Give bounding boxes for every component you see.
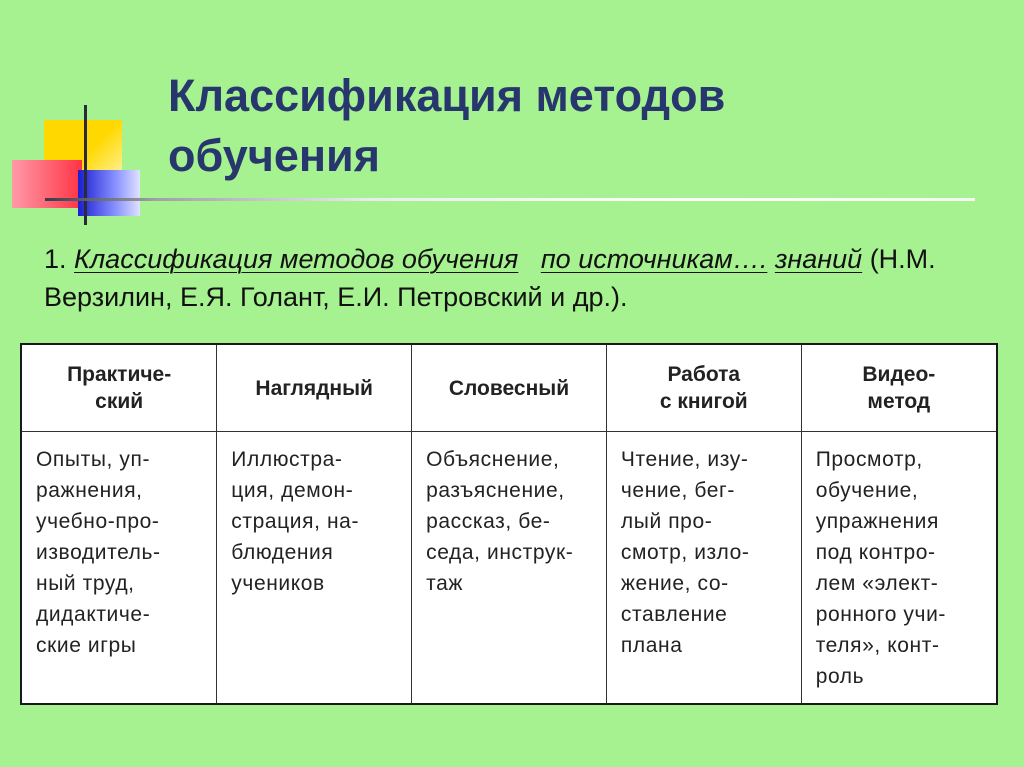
cell-line: седа, инструк- [426,541,574,564]
cell-line: Объяснение, [426,448,560,471]
slide-title [168,66,725,186]
cell-line: дидактиче- [36,603,151,626]
cell-line: чение, бег- [620,479,735,502]
header-book-work [606,345,801,432]
header-text: Видео- [862,363,936,386]
cell-line: обучение, [815,479,919,502]
slide-title-line-1: Классификация методов [168,70,726,121]
cell-line: смотр, изло- [620,541,750,564]
table-row [22,432,996,704]
table-header-row [22,345,996,432]
cell-line: ция, демон- [231,479,354,502]
header-text: Практиче- [67,363,172,386]
cell-line: ражнения, [36,479,143,502]
cell-line: страция, на- [231,510,360,533]
header-text: Наглядный [255,376,373,400]
subtitle-by-sources: по источникам…. [540,244,768,274]
subtitle-classification: Классификация методов обучения [74,244,519,274]
decor-vertical-line [84,105,87,225]
header-text: ский [95,390,144,413]
header-text: Словесный [448,376,570,400]
cell-line: рассказ, бе- [426,510,551,533]
cell-line: учеников [231,572,325,595]
cell-book-work [606,432,801,704]
subtitle-authors: (Н.М. Верзилин, Е.Я. Голант, Е.И. Петровский и др.). [44,244,936,312]
cell-line: изводитель- [36,541,161,564]
methods-table [20,343,998,705]
subtitle-number: 1. [44,244,67,274]
header-text: с книгой [659,390,748,413]
cell-line: блюдения [231,541,334,564]
cell-line: упражнения [815,510,939,533]
header-visual [217,345,412,432]
header-practical [22,345,217,432]
cell-line: роль [815,665,865,688]
header-text: Работа [667,363,741,386]
cell-line: жение, со- [620,572,729,595]
cell-video-method [801,432,996,704]
subtitle-knowledge: знаний [774,244,863,274]
slide-subtitle [44,240,1014,316]
cell-line: плана [620,634,683,657]
cell-line: разъяснение, [426,479,565,502]
cell-line: ские игры [36,634,137,657]
cell-line: лем «элект- [815,572,939,595]
slide-title-line-2: обучения [168,130,380,181]
cell-line: ный труд, [36,572,135,595]
cell-visual [217,432,412,704]
cell-line: теля», конт- [815,634,940,657]
header-verbal [412,345,607,432]
cell-line: ронного учи- [815,603,946,626]
cell-line: Просмотр, [815,448,923,471]
cell-line: Иллюстра- [231,448,343,471]
cell-line: лый про- [620,510,713,533]
cell-line: Опыты, уп- [36,448,151,471]
header-text: метод [867,390,931,413]
cell-verbal [412,432,607,704]
cell-line: ставление [620,603,728,626]
cell-line: учебно-про- [36,510,160,533]
title-divider-line [45,198,975,201]
cell-practical [22,432,217,704]
decor-blue-square [78,170,140,216]
cell-line: таж [426,572,464,595]
cell-line: под контро- [815,541,936,564]
cell-line: Чтение, изу- [620,448,749,471]
header-video-method [801,345,996,432]
